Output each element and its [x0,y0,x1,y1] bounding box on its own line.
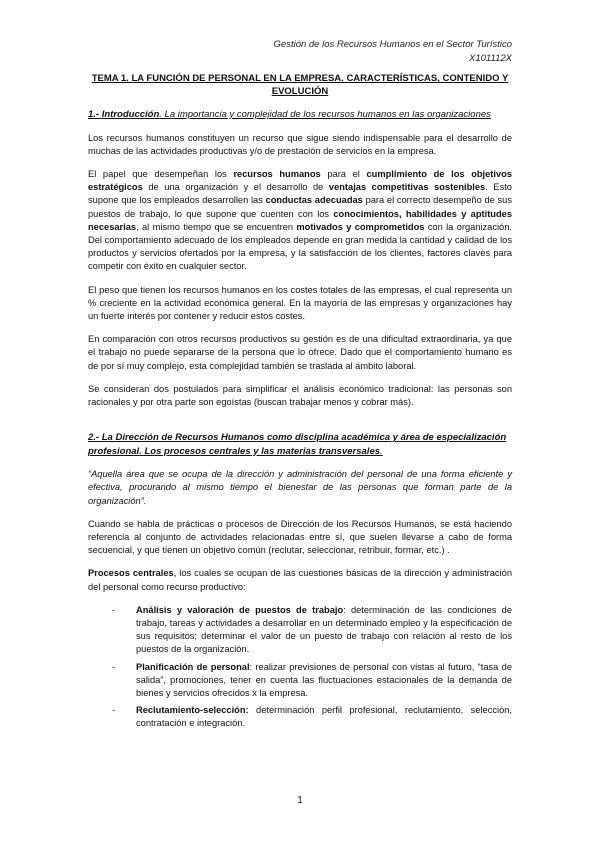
list-item [112,604,512,657]
list-item-title: Planificación de personal [136,661,250,672]
text-run: para el correcto desempeño de sus puestos de trabajo, lo que supone que cuenten con los [88,195,512,219]
bold-run: conductas adecuadas [265,195,363,206]
section-2-heading-c: . Los procesos centrales y las materias transversales [139,445,381,457]
text-run: de una organización y el desarrollo de [142,182,329,193]
section-1-paragraph-4: En comparación con otros recursos productivos su gestión es de una dificultad extraordinaria, ya que el trabajo no puede separarse de la persona que lo ofrece. Dado que el comportamiento humano es de por sí muy complejo, esta complejidad también se traslada al ámbito laboral. [88,334,512,371]
processes-text: , los cuales se ocupan de las cuestiones básicas de la dirección y administración del personal como recurso productivo: [88,568,512,592]
list-item-title: Análisis y valoración de puestos de trabajo [136,604,344,615]
section-1-number: 1.- [88,109,100,120]
section-2-paragraph-1: Cuando se habla de prácticas o procesos de Dirección de los Recursos Humanos, se está haciendo referencia al conjunto de actividades relacionadas entre sí, que suelen llevarse a cabo de forma secuencial, y que tienen un objetivo común (reclutar, seleccionar, retribuir, formar, etc.) . [88,518,512,556]
header-code: X101112X [469,53,512,64]
text-run: con la organización. Del comportamiento adecuado de los empleados depende en gran medida la cantidad y calidad de los productos y servicios ofertados por la empresa, y la satisfacción de los clientes, factores claves para competir con éxito en cualquier sector. [88,221,512,272]
section-2-number: 2.- [88,432,100,444]
list-item [112,661,512,701]
list-item-text: : determinación de las condiciones de trabajo, tareas y actividades a desarrollar en un determinado empleo y la especificación de sus requisitos; determinar el valor de un puesto de trabajo con relación al resto de los puestos de la organización. [136,604,513,655]
text-run: , al mismo tiempo que se encuentren [136,221,297,232]
bold-run: cumplimiento de los objetivos estratégicos [88,168,513,193]
processes-label: Procesos centrales [88,568,174,579]
section-1-paragraph-3: El peso que tienen los recursos humanos en los costes totales de las empresas, el cual representa un % creciente en la actividad económica general. En la mayoría de las empresas y organizaciones hay un fuerte interés por contener y reducir estos costes. [88,284,512,321]
section-2-heading [88,431,512,458]
document-body [88,108,512,737]
list-item [112,704,512,730]
section-2-heading-a: La Dirección de Recursos Humanos [101,432,265,444]
section-2-heading-b: como disciplina académica y área de especialización profesional [88,432,507,457]
section-1-heading-bold: Introducción [101,109,160,120]
section-1-heading-rest: . La importancia y complejidad de los recursos humanos en las organizaciones [159,109,491,120]
list-item-title: Reclutamiento-selección: [136,705,249,716]
section-2-quote: “Aquella área que se ocupa de la dirección y administración del personal de una forma eficiente y efectiva, procurando al mismo tiempo el bienestar de las personas que forman parte de la organización”. [88,469,512,506]
page-header [274,38,512,66]
list-item-text: : realizar previsiones de personal con vistas al futuro, “tasa de salida”, promociones, tener en cuenta las fluctuaciones estacionales de la demanda de bienes y servicios ofrecidos x la empresa. [136,661,512,698]
section-2-heading-d: . [380,445,383,457]
section-1-heading [88,108,512,122]
page-number: 1 [297,795,303,806]
section-spacer [88,419,512,431]
section-2-paragraph-2 [88,567,512,593]
text-run: para el [320,168,367,179]
header-course-title: Gestión de los Recursos Humanos en el Sector Turístico [273,39,512,50]
text-run: El papel que desempeñan los [88,168,234,179]
section-1-paragraph-1: Los recursos humanos constituyen un recurso que sigue siendo indispensable para el desarrollo de muchas de las actividades productivas y/o de prestación de servicios en la empresa. [88,132,512,156]
central-processes-list [112,604,512,731]
bold-run: ventajas competitivas sostenibles [328,182,486,193]
text-run: . Esto supone que los empleados desarrollen las [88,182,512,206]
document-title: TEMA 1. LA FUNCIÓN DE PERSONAL EN LA EMPRESA. CARACTERÍSTICAS, CONTENIDO Y EVOLUCIÓN [91,73,509,97]
bold-run: recursos humanos [233,168,321,179]
bold-run: conocimientos, habilidades y aptitudes necesarias [88,208,513,232]
list-item-text: determinación perfil profesional, reclutamiento, selección, contratación e integración. [136,705,512,729]
section-1-paragraph-5: Se consideran dos postulados para simplificar el análisis económico tradicional: las personas son racionales y por otra parte son egoístas (buscan trabajar menos y cobrar más). [88,383,512,407]
section-1-paragraph-2 [88,168,512,274]
bold-run: motivados y comprometidos [296,221,425,232]
